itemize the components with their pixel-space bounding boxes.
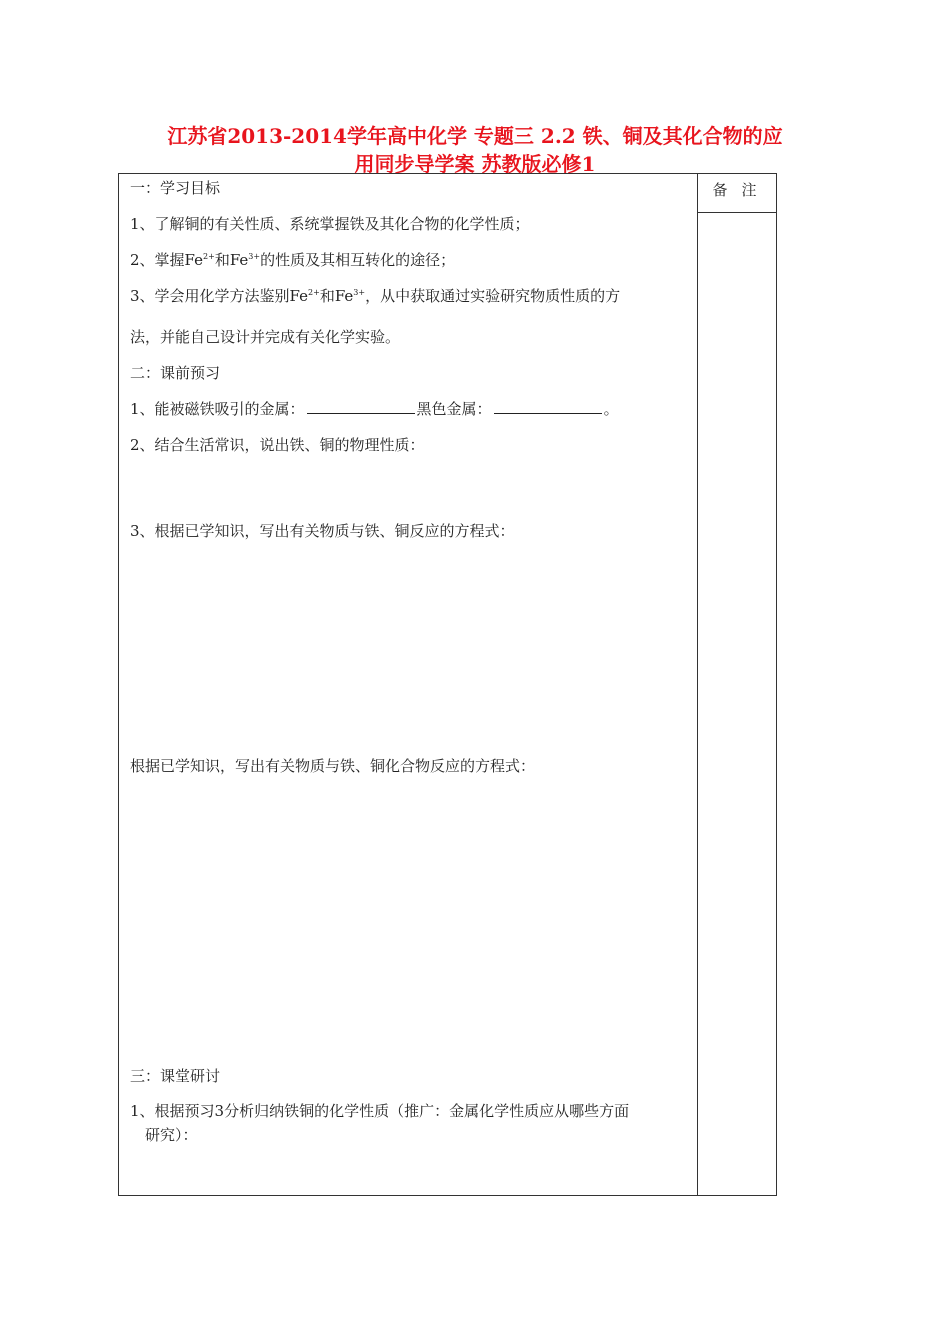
section-1-heading: 一：学习目标: [130, 179, 221, 197]
remark-header-divider: [697, 212, 776, 213]
preview-item-1: 1、能被磁铁吸引的金属： 黑色金属： 。: [130, 400, 619, 418]
objective-2: 2、掌握$Fe^{2+}$和$Fe^{3+}$的性质及其相互转化的途径；: [130, 251, 456, 269]
objective-3: 3、学会用化学方法鉴别$Fe^{2+}$和$Fe^{3+}$，从中获取通过实验研究物质性质的方: [130, 287, 621, 305]
preview-item-2: 2、结合生活常识，说出铁、铜的物理性质：: [130, 436, 425, 454]
section-2-heading: 二：课前预习: [130, 364, 221, 382]
section-3-heading: 三：课堂研讨: [130, 1067, 221, 1085]
title-line-1: 江苏省2013-2014学年高中化学 专题三 2.2 铁、铜及其化合物的应: [167, 124, 783, 148]
discussion-item-1: 1、根据预习3分析归纳铁铜的化学性质（推广：金属化学性质应从哪些方面: [130, 1102, 630, 1120]
title-line-2: 用同步导学案 苏教版必修1: [354, 152, 596, 176]
preview-item-4: 根据已学知识，写出有关物质与铁、铜化合物反应的方程式：: [130, 757, 536, 775]
preview-item-3: 3、根据已学知识，写出有关物质与铁、铜反应的方程式：: [130, 522, 515, 540]
worksheet-table: [118, 173, 777, 1196]
document-title: [118, 122, 832, 178]
column-divider: [697, 174, 698, 1195]
discussion-item-1-continued: 研究）：: [145, 1126, 198, 1144]
objective-3-continued: 法，并能自己设计并完成有关化学实验。: [130, 328, 401, 346]
answer-blank-1[interactable]: [307, 399, 415, 414]
objective-1: 1、了解铜的有关性质、系统掌握铁及其化合物的化学性质；: [130, 215, 530, 233]
remark-header: 备注: [712, 181, 771, 199]
answer-blank-2[interactable]: [494, 399, 602, 414]
